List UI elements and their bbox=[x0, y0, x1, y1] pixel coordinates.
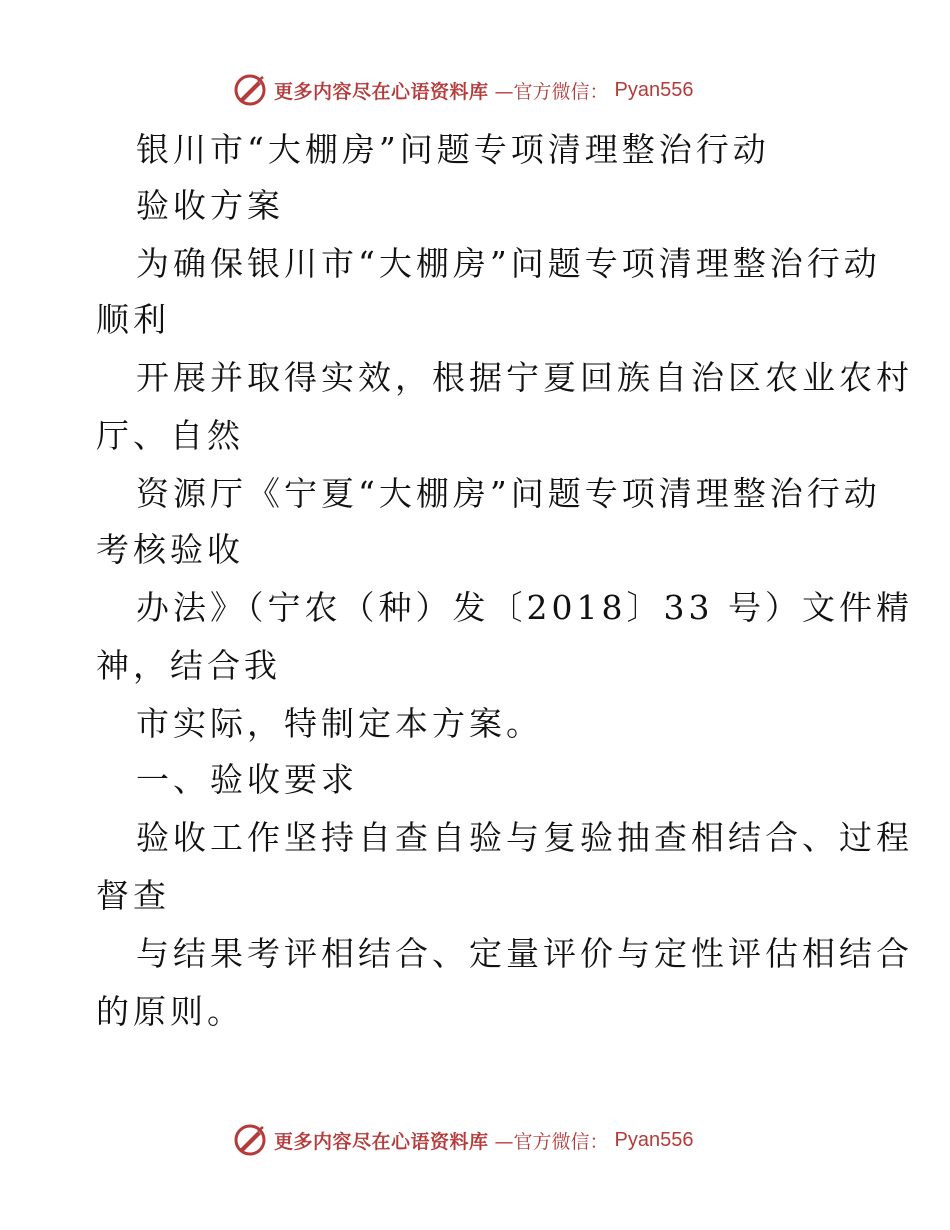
banner-main-text: 更多内容尽在心语资料库 bbox=[274, 1130, 489, 1153]
doc-subtitle-line: 验收方案 bbox=[136, 186, 284, 225]
header-banner bbox=[232, 70, 752, 110]
banner-separator-text: —官方微信： bbox=[494, 1130, 609, 1153]
doc-paragraph-line: 督查 bbox=[96, 876, 170, 915]
quill-pen-logo-icon bbox=[232, 72, 268, 108]
doc-paragraph-line: 验收工作坚持自查自验与复验抽查相结合、过程 bbox=[136, 818, 913, 857]
doc-paragraph-line: 为确保银川市“大棚房”问题专项清理整治行动 bbox=[136, 244, 881, 283]
doc-paragraph-line: 顺利 bbox=[96, 300, 170, 339]
doc-paragraph-line: 的原则。 bbox=[96, 992, 244, 1031]
banner-separator-text: —官方微信： bbox=[494, 80, 609, 103]
quill-pen-logo-icon bbox=[232, 1122, 268, 1158]
banner-main-text: 更多内容尽在心语资料库 bbox=[274, 80, 489, 103]
doc-paragraph-line: 开展并取得实效，根据宁夏回族自治区农业农村 bbox=[136, 358, 913, 397]
footer-banner bbox=[232, 1120, 752, 1160]
banner-wechat-id: Pyan556 bbox=[614, 78, 694, 101]
doc-paragraph-line: 与结果考评相结合、定量评价与定性评估相结合 bbox=[136, 934, 913, 973]
doc-paragraph-line: 资源厅《宁夏“大棚房”问题专项清理整治行动 bbox=[136, 474, 881, 513]
doc-paragraph-line: 办法》（宁农（种）发〔2018〕33 号）文件精 bbox=[136, 588, 913, 627]
doc-paragraph-line: 厅、自然 bbox=[96, 416, 244, 455]
doc-paragraph-line: 市实际，特制定本方案。 bbox=[136, 704, 543, 743]
doc-section-heading: 一、验收要求 bbox=[136, 760, 358, 799]
doc-paragraph-line: 考核验收 bbox=[96, 530, 244, 569]
doc-paragraph-line: 神，结合我 bbox=[96, 646, 281, 685]
banner-wechat-id: Pyan556 bbox=[614, 1128, 694, 1151]
doc-title-line: 银川市“大棚房”问题专项清理整治行动 bbox=[136, 130, 770, 169]
